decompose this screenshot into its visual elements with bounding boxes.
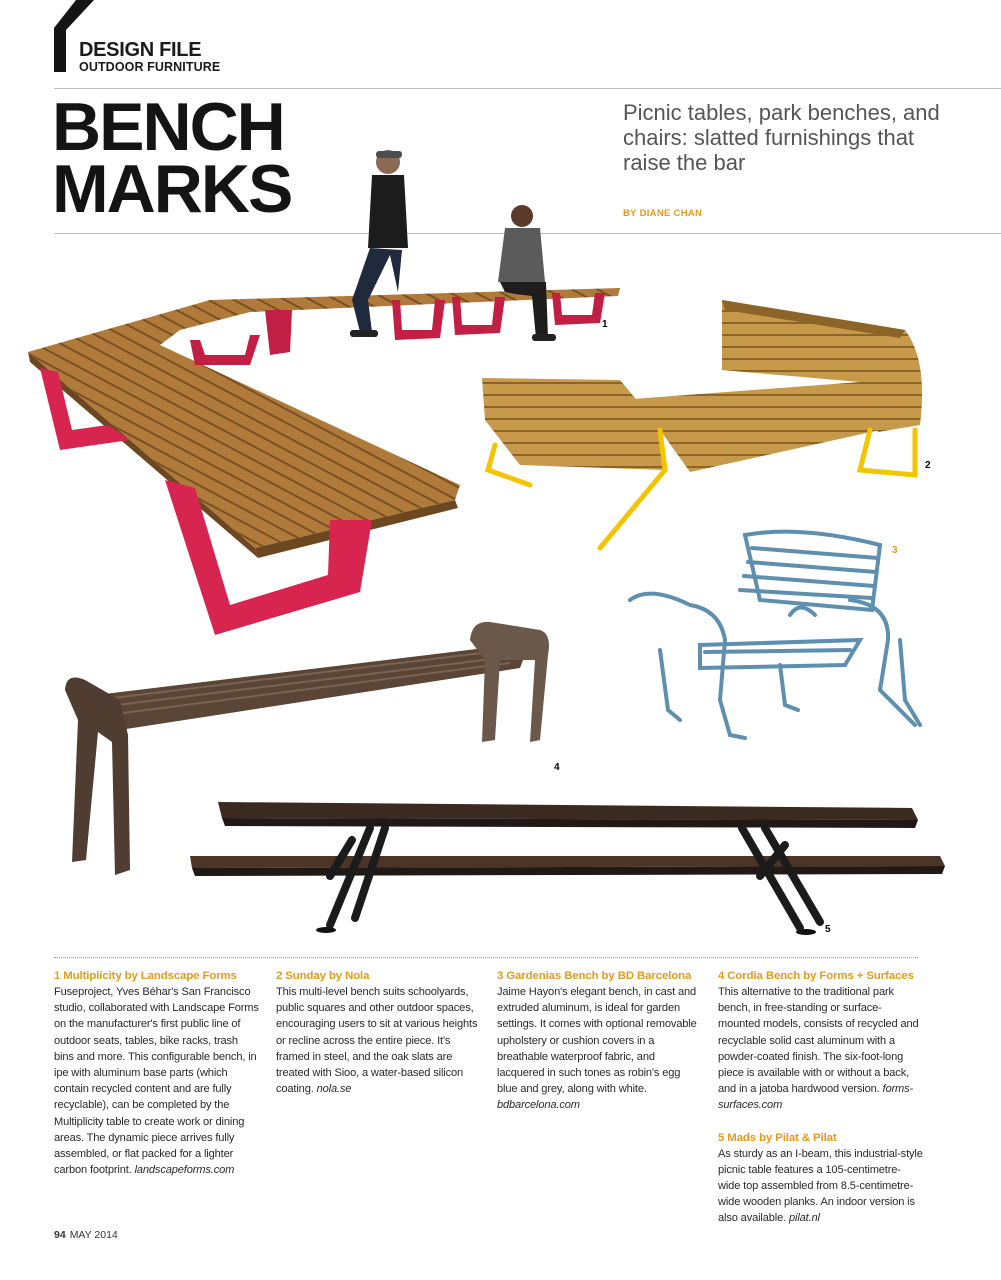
issue-date: MAY 2014: [69, 1229, 118, 1241]
item-4-5-column: [718, 968, 923, 1227]
figure-number-2: 2: [925, 460, 931, 471]
item-1-heading: 1 Multiplicity by Landscape Forms: [54, 970, 237, 982]
item-3-body: Jaime Hayon's elegant bench, in cast and extruded aluminum, is ideal for garden settings. It comes with optional removable upholstery or cushion covers in a breathable waterproof fabric, and lacquered in such tones as robin's egg blue and grey, along with white.: [497, 986, 697, 1096]
product-illustrations: [0, 140, 1001, 940]
item-3-website: bdbarcelona.com: [497, 1099, 580, 1112]
byline: BY DIANE CHAN: [623, 208, 703, 219]
page-number: 94: [54, 1229, 66, 1241]
cordia-bench-image: [65, 622, 560, 875]
item-1-body: Fuseproject, Yves Béhar's San Francisco studio, collaborated with Landscape Forms on the manufacturer's first public line of outdoor seats, tables, bike racks, trash bins and more. This configurable bench, in ipe with aluminum base parts (which contain recycled content and are fully recyclable), can be completed by the Multiplicity table to create work or dining areas. The dynamic piece arrives fully assembled, or flat packed for a lighter carbon footprint.: [54, 986, 259, 1177]
seated-person-illustration: [498, 205, 556, 341]
item-2-heading: 2 Sunday by Nola: [276, 970, 370, 982]
item-5-website: pilat.nl: [789, 1212, 820, 1225]
item-5-heading: 5 Mads by Pilat & Pilat: [718, 1131, 837, 1144]
columns-divider: [54, 957, 918, 958]
item-4-website: forms-surfaces.com: [718, 1083, 914, 1112]
figure-number-5: 5: [825, 924, 831, 935]
item-3-column: [497, 968, 702, 1114]
gardenias-bench-image: [630, 532, 920, 738]
item-1-website: landscapeforms.com: [134, 1164, 235, 1177]
item-gap: [718, 1114, 923, 1130]
item-2-website: nola.se: [316, 1083, 352, 1096]
figure-number-1: 1: [602, 319, 608, 330]
item-3-heading: 3 Gardenias Bench by BD Barcelona: [497, 970, 692, 982]
item-4-body: This alternative to the traditional park bench, in free-standing or surface-mounted models, consists of recycled and recyclable solid cast aluminum with a powder-coated finish. The six-foot-long piece is available with or without a back, and in a jatoba hardwood version.: [718, 986, 919, 1096]
figure-number-3: 3: [892, 545, 898, 556]
title-line-2: MARKS: [52, 151, 292, 227]
item-2-body: This multi-level bench suits schoolyards, public squares and other outdoor spaces, encouraging users to sit at various heights or recline across the entire piece. It's framed in steel, and the oak slats are treated with Sioo, a water-based silicon coating.: [276, 986, 478, 1096]
item-5-body: As sturdy as an I-beam, this industrial-style picnic table features a 105-centimetre-wide top assembled from 8.5-centimetre-wide wooden planks. An indoor version is also available.: [718, 1147, 923, 1225]
item-1-column: [54, 968, 259, 1178]
mads-picnic-table-image: [190, 802, 945, 935]
article-dek: Picnic tables, park benches, and chairs: slatted furnishings that raise the bar: [623, 100, 940, 175]
figure-number-4: 4: [554, 762, 560, 773]
page-folio: [54, 1229, 118, 1241]
subsection-label: OUTDOOR FURNITURE: [79, 60, 221, 74]
title-line-1: BENCH: [52, 89, 284, 165]
item-2-column: [276, 968, 481, 1097]
section-label: DESIGN FILE: [79, 39, 202, 61]
item-4-heading: 4 Cordia Bench by Forms + Surfaces: [718, 970, 914, 982]
